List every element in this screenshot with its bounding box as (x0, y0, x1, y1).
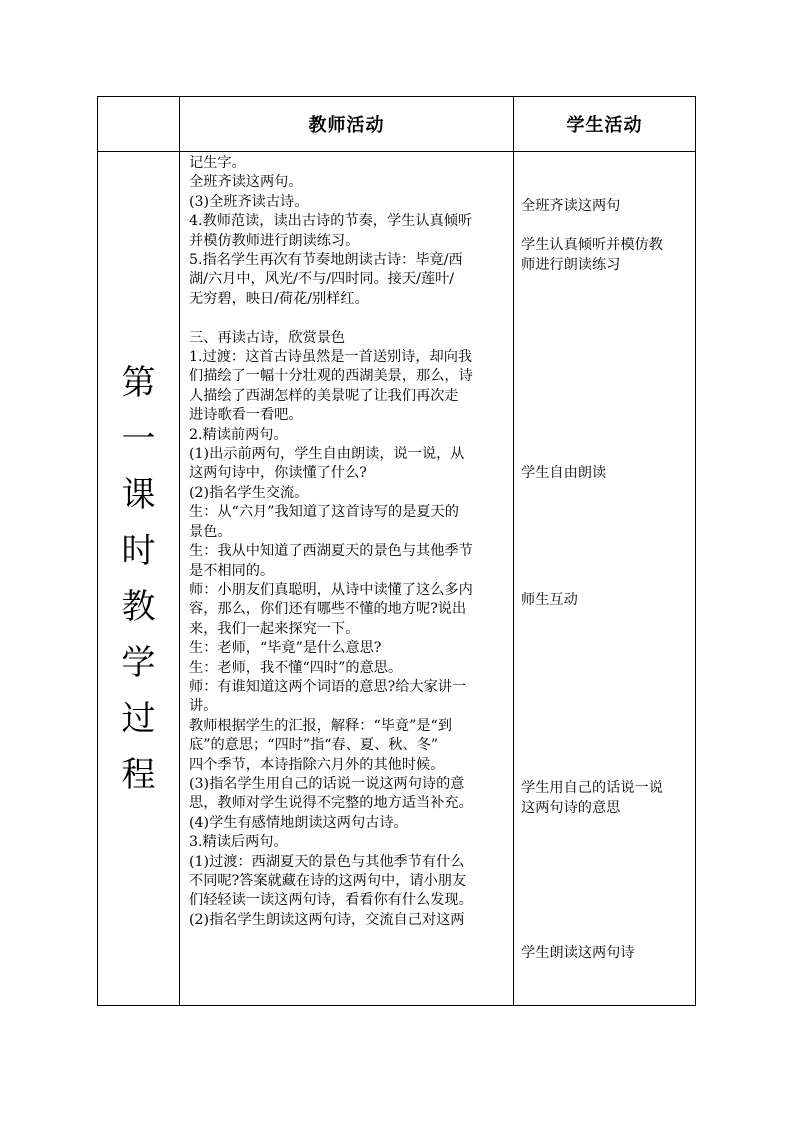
side-title-char: 学 (121, 642, 156, 683)
student-note: 师进行朗读练习 (521, 257, 621, 273)
student-note: 学生认真倾听并模仿教 (521, 237, 663, 253)
teacher-text-line: 是不相同的。 (189, 562, 275, 579)
side-title-char: 时 (121, 530, 156, 571)
teacher-text-line: 并模仿教师进行朗读练习。 (189, 232, 360, 249)
teacher-activity-text (180, 152, 513, 1004)
student-note: 师生互动 (521, 592, 578, 608)
side-title-char: 教 (121, 586, 156, 627)
blank-line (189, 309, 507, 328)
teacher-text-line: 来，我们一起来探究一下。 (189, 620, 360, 637)
teacher-text-line: 进诗歌看一看吧。 (189, 407, 303, 424)
teacher-text-line: 无穷碧，映日/荷花/别样红。 (189, 290, 369, 307)
student-note: 学生用自己的话说一说 (521, 780, 663, 796)
teacher-text-line: (2)指名学生朗读这两句诗，交流自己对这两 (189, 911, 465, 928)
teacher-text-line: 容，那么，你们还有哪些不懂的地方呢?说出 (189, 601, 467, 618)
teacher-text-line: (1)出示前两句，学生自由朗读，说一说，从 (189, 446, 465, 463)
teacher-text-line: 这两句诗中，你读懂了什么? (189, 465, 367, 482)
teacher-text-line: 们轻轻读一读这两句诗，看看你有什么发现。 (189, 892, 473, 909)
teacher-text-line: 3.精读后两句。 (189, 834, 288, 851)
side-title-char: 第 (121, 362, 156, 403)
side-title-char: 一 (121, 418, 156, 459)
student-activity-cell (514, 152, 696, 1006)
side-title-char: 课 (121, 474, 156, 515)
table-body-row (98, 152, 696, 1006)
teacher-text-line: 全班齐读这两句。 (189, 174, 303, 191)
student-note: 学生朗读这两句诗 (521, 945, 635, 961)
lesson-plan-table (97, 96, 696, 1006)
teacher-text-line: 1.过渡：这首古诗虽然是一首送别诗，却向我 (189, 349, 473, 366)
header-blank-cell (98, 97, 180, 152)
teacher-text-line: 生：老师，“毕竟”是什么意思? (189, 640, 382, 657)
teacher-activity-header: 教师活动 (180, 97, 514, 152)
teacher-text-line: 记生字。 (189, 155, 246, 171)
student-note: 学生自由朗读 (521, 465, 607, 481)
teacher-text-line: 师：小朋友们真聪明，从诗中读懂了这么多内 (189, 581, 473, 598)
teacher-text-line: 2.精读前两句。 (189, 426, 288, 443)
teacher-text-line: (2)指名学生交流。 (189, 484, 309, 501)
teacher-text-line: 三、再读古诗，欣赏景色 (189, 329, 346, 346)
teacher-text-line: 们描绘了一幅十分壮观的西湖美景，那么，诗 (189, 368, 473, 385)
student-note: 全班齐读这两句 (521, 198, 621, 214)
teacher-text-line: 5.指名学生再次有节奏地朗读古诗：毕竟/西 (189, 252, 463, 269)
student-note: 这两句诗的意思 (521, 800, 621, 816)
teacher-text-line: 生：从“六月”我知道了这首诗写的是夏天的 (189, 504, 459, 521)
teacher-text-line: (1)过渡：西湖夏天的景色与其他季节有什么 (189, 853, 465, 870)
student-activity-notes (514, 152, 695, 1002)
side-title-char: 过 (121, 698, 156, 739)
side-title-cell (98, 152, 180, 1006)
teacher-text-line: 生：老师，我不懂“四时”的意思。 (189, 659, 403, 676)
teacher-text-line: 不同呢?答案就藏在诗的这两句中，请小朋友 (189, 873, 467, 890)
teacher-text-line: (3)全班齐读古诗。 (189, 193, 309, 210)
teacher-text-line: 思，教师对学生说得不完整的地方适当补充。 (189, 795, 473, 812)
teacher-text-line: 四个季节，本诗指除六月外的其他时候。 (189, 756, 445, 773)
teacher-text-line: 景色。 (189, 523, 232, 540)
teacher-text-line: 师：有谁知道这两个词语的意思?给大家讲一 (189, 678, 467, 695)
teacher-text-line: (4)学生有感情地朗读这两句古诗。 (189, 814, 408, 831)
side-title (119, 355, 159, 803)
teacher-text-line: 人描绘了西湖怎样的美景呢了让我们再次走 (189, 387, 459, 404)
teacher-text-line: 4.教师范读，读出古诗的节奏，学生认真倾听 (189, 213, 473, 230)
teacher-text-line: 讲。 (189, 698, 218, 715)
side-title-char: 程 (121, 754, 156, 795)
teacher-activity-cell (180, 152, 514, 1006)
student-activity-header: 学生活动 (514, 97, 696, 152)
table-header-row (98, 97, 696, 152)
teacher-text-line: 生：我从中知道了西湖夏天的景色与其他季节 (189, 543, 473, 560)
teacher-text-line: 湖/六月中，风光/不与/四时同。接天/莲叶/ (189, 271, 455, 288)
teacher-text-line: 教师根据学生的汇报，解释：“毕竟”是“到 (189, 717, 452, 734)
teacher-text-line: 底”的意思；“四时”指“春、夏、秋、冬” (189, 737, 439, 754)
teacher-text-line: (3)指名学生用自己的话说一说这两句诗的意 (189, 775, 465, 792)
